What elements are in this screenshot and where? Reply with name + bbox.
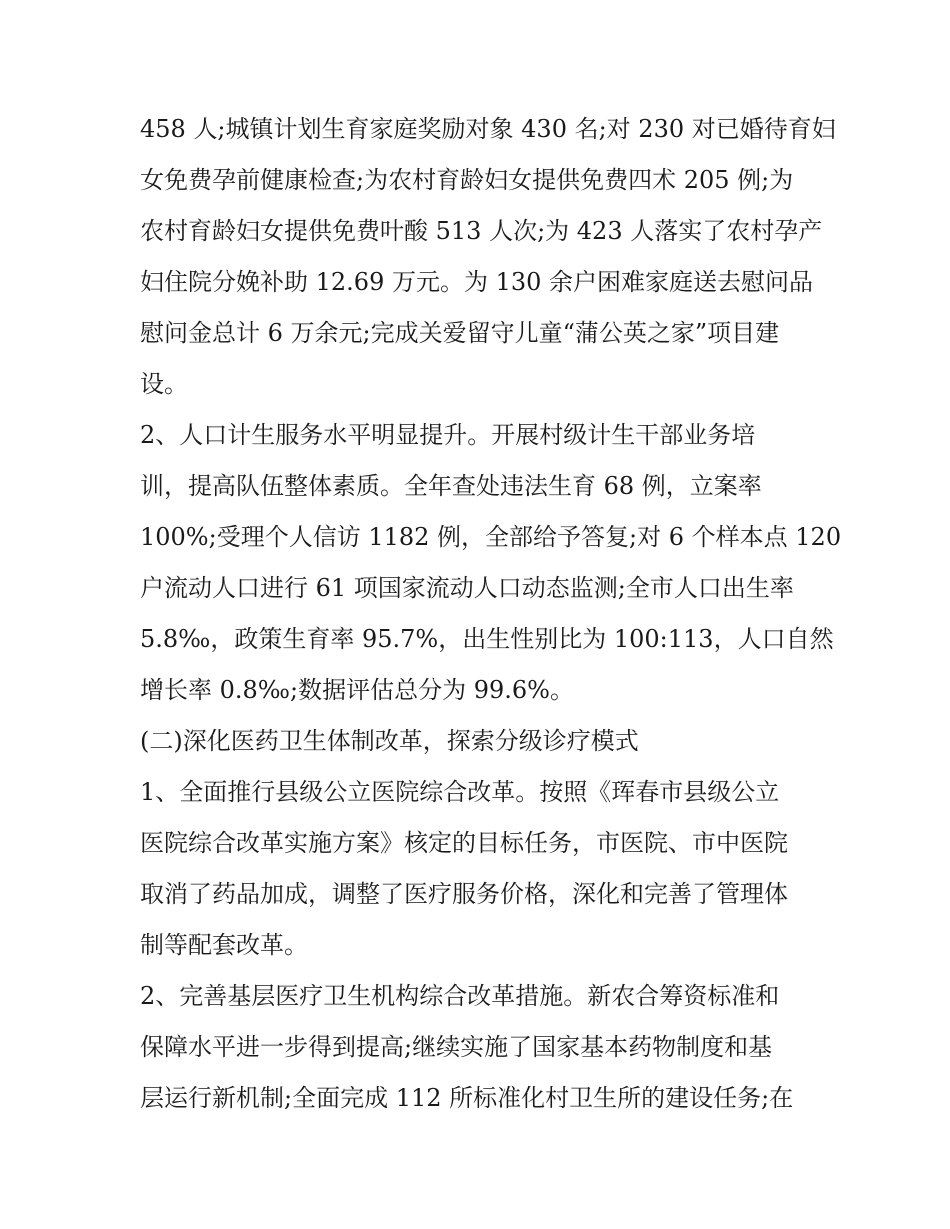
section-heading: (二)深化医药卫生体制改革，探索分级诊疗模式	[140, 727, 639, 755]
text-line: 妇住院分娩补助 12.69 万元。为 130 余户困难家庭送去慰问品	[140, 268, 814, 296]
text-line: 458 人;城镇计划生育家庭奖励对象 430 名;对 230 对已婚待育妇	[140, 115, 836, 143]
text-line: 1、全面推行县级公立医院综合改革。按照《珲春市县级公立	[140, 778, 780, 806]
text-line: 2、人口计生服务水平明显提升。开展村级计生干部业务培	[140, 421, 756, 449]
text-line: 农村育龄妇女提供免费叶酸 513 人次;为 423 人落实了农村孕产	[140, 217, 823, 245]
text-line: 设。	[140, 370, 188, 398]
text-line: 训，提高队伍整体素质。全年查处违法生育 68 例，立案率	[140, 472, 762, 500]
text-line: 2、完善基层医疗卫生机构综合改革措施。新农合筹资标准和	[140, 982, 780, 1010]
text-line: 制等配套改革。	[140, 931, 308, 959]
text-line: 层运行新机制;全面完成 112 所标准化村卫生所的建设任务;在	[140, 1084, 794, 1112]
text-line: 5.8‰，政策生育率 95.7%，出生性别比为 100:113，人口自然	[140, 625, 834, 653]
text-line: 慰问金总计 6 万余元;完成关爱留守儿童“蒲公英之家”项目建	[140, 319, 780, 347]
document-body	[140, 104, 840, 1124]
text-line: 保障水平进一步得到提高;继续实施了国家基本药物制度和基	[140, 1033, 773, 1061]
text-line: 取消了药品加成，调整了医疗服务价格，深化和完善了管理体	[140, 880, 788, 908]
text-line: 女免费孕前健康检查;为农村育龄妇女提供免费四术 205 例;为	[140, 166, 794, 194]
text-line: 医院综合改革实施方案》核定的目标任务，市医院、市中医院	[140, 829, 788, 857]
text-line: 户流动人口进行 61 项国家流动人口动态监测;全市人口出生率	[140, 574, 794, 602]
text-line: 100%;受理个人信访 1182 例，全部给予答复;对 6 个样本点 120	[140, 523, 842, 551]
text-line: 增长率 0.8‰;数据评估总分为 99.6%。	[140, 676, 574, 704]
